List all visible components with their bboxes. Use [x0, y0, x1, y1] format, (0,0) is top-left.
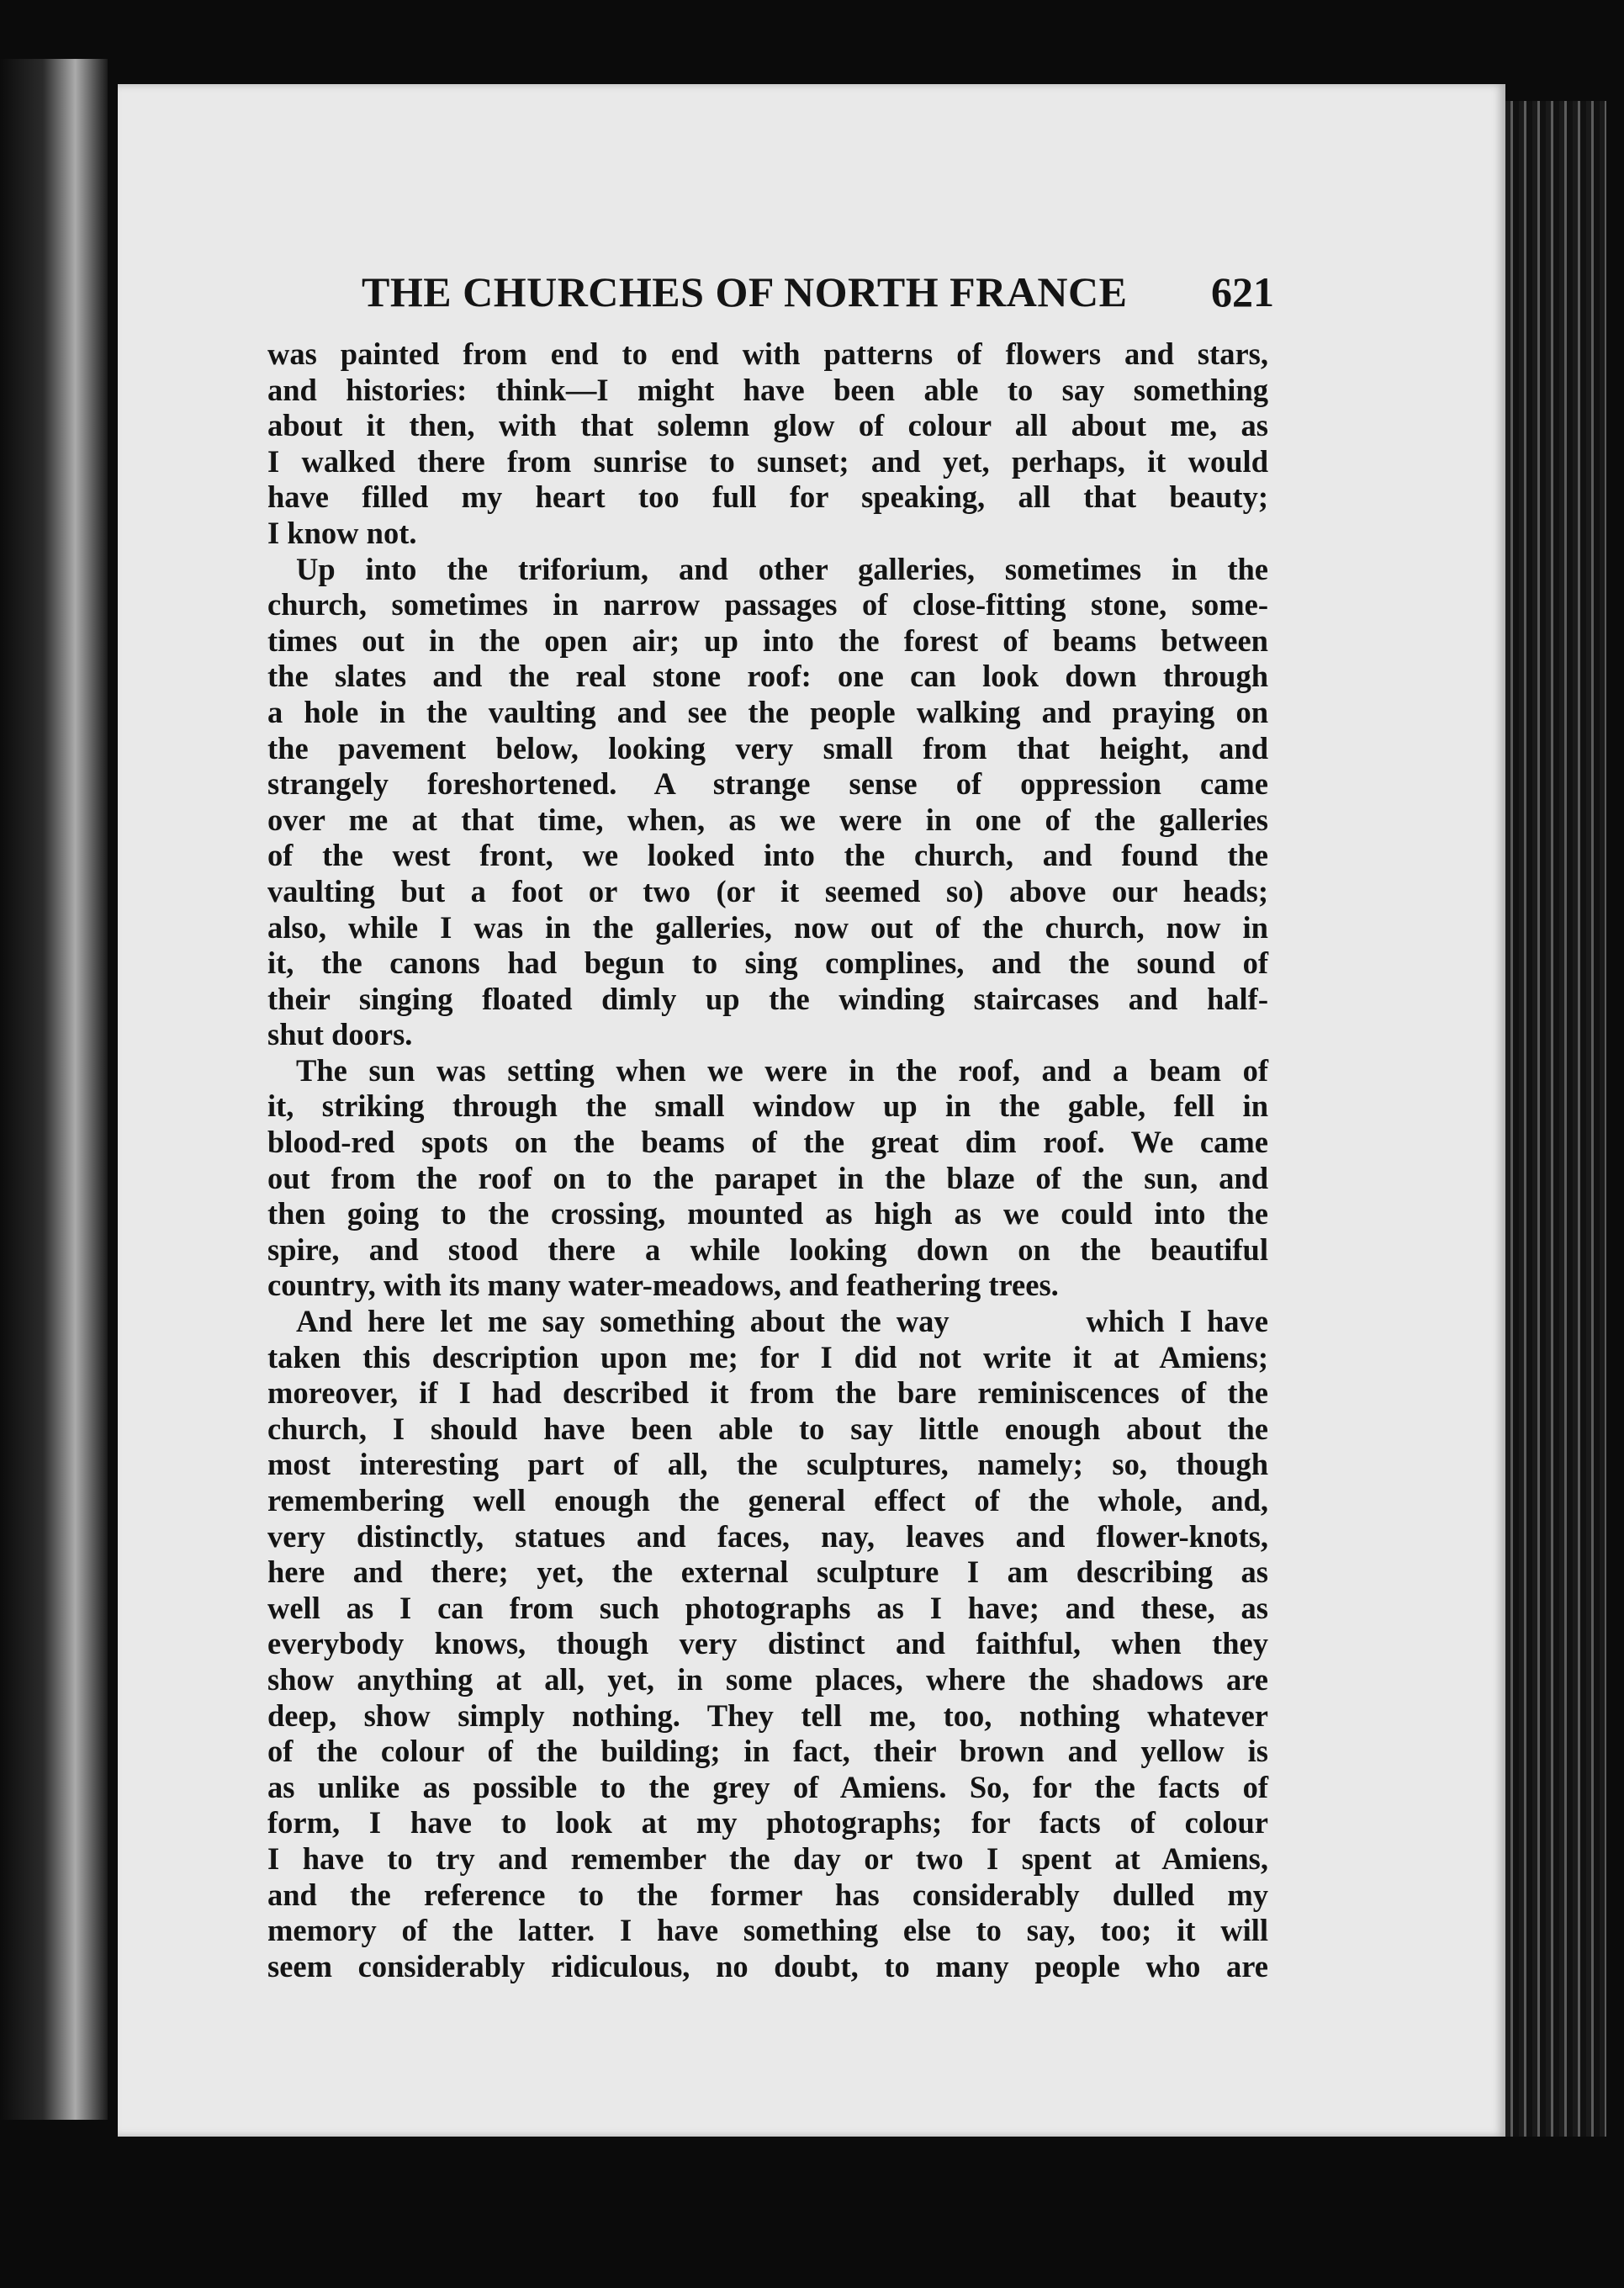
text-line: spire, and stood there a while looking down on the beautiful [267, 1231, 1268, 1267]
text-line: out from the roof on to the parapet in the blaze of the sun, and [267, 1160, 1268, 1195]
body-text [267, 336, 1268, 1984]
text-line: I know not. [267, 515, 417, 550]
text-line: about it then, with that solemn glow of colour all about me, as [267, 408, 1268, 443]
text-line: also, while I was in the galleries, now out of the church, now in [267, 909, 1268, 945]
text-line: and histories: think—I might have been able to say something [267, 372, 1268, 407]
text-line: well as I can from such photographs as I have; and these, as [267, 1590, 1268, 1625]
text-line: moreover, if I had described it from the bare reminiscences of the [267, 1375, 1268, 1411]
text-line: The sun was setting when we were in the roof, and a beam of [296, 1052, 1268, 1088]
text-line: of the west front, we looked into the church, and found the [267, 838, 1268, 873]
text-line: here and there; yet, the external sculpture I am describing as [267, 1554, 1268, 1590]
text-line: a hole in the vaulting and see the people walking and praying on [267, 694, 1268, 729]
text-line: it, striking through the small window up in the gable, fell in [267, 1088, 1268, 1124]
text-line: very distinctly, statues and faces, nay, leaves and flower-knots, [267, 1518, 1268, 1554]
text-line: And here let me say something about the way which I have [296, 1304, 1268, 1339]
text-line: as unlike as possible to the grey of Amiens. So, for the facts of [267, 1769, 1268, 1804]
text-line: I walked there from sunrise to sunset; and yet, perhaps, it would [267, 443, 1268, 479]
text-line: the slates and the real stone roof: one can look down through [267, 659, 1268, 694]
text-line: times out in the open air; up into the forest of beams between [267, 622, 1268, 658]
text-line: strangely foreshortened. A strange sense of oppression came [267, 766, 1268, 802]
text-line: it, the canons had begun to sing complines, and the sound of [267, 945, 1268, 981]
text-line: everybody knows, though very distinct and faithful, when they [267, 1626, 1268, 1661]
text-line: blood-red spots on the beams of the great dim roof. We came [267, 1125, 1268, 1160]
text-line: seem considerably ridiculous, no doubt, to many people who are [267, 1948, 1268, 1983]
page-number: 621 [1211, 268, 1274, 315]
text-line: form, I have to look at my photographs; for facts of colour [267, 1805, 1268, 1840]
text-line: vaulting but a foot or two (or it seemed so) above our heads; [267, 873, 1268, 908]
text-line: remembering well enough the general effect of the whole, and, [267, 1483, 1268, 1517]
text-line: church, sometimes in narrow passages of close-fitting stone, some- [267, 587, 1268, 622]
text-line: have filled my heart too full for speaking, all that beauty; [267, 479, 1268, 515]
text-line: shut doors. [267, 1017, 413, 1052]
text-line: then going to the crossing, mounted as high as we could into the [267, 1196, 1268, 1231]
text-line: Up into the triforium, and other galleries, sometimes in the [296, 551, 1268, 586]
right-page-edges [1505, 101, 1606, 2137]
page-header [362, 267, 1287, 326]
text-line: was painted from end to end with patterns of flowers and stars, [267, 336, 1268, 371]
text-line: deep, show simply nothing. They tell me, too, nothing whatever [267, 1697, 1268, 1733]
running-head: THE CHURCHES OF NORTH FRANCE [362, 268, 1128, 315]
text-line: taken this description upon me; for I did not write it at Amiens; [267, 1339, 1268, 1374]
text-line: of the colour of the building; in fact, their brown and yellow is [267, 1734, 1268, 1769]
text-line: the pavement below, looking very small from that height, and [267, 730, 1268, 765]
text-line: show anything at all, yet, in some places, where the shadows are [267, 1661, 1268, 1697]
text-line: country, with its many water-meadows, and feathering trees. [267, 1268, 1059, 1303]
text-line: church, I should have been able to say little enough about the [267, 1411, 1268, 1446]
text-line: I have to try and remember the day or two I spent at Amiens, [267, 1840, 1268, 1876]
text-line: their singing floated dimly up the winding staircases and half- [267, 981, 1268, 1016]
text-line: and the reference to the former has considerably dulled my [267, 1877, 1268, 1912]
left-page-edge [0, 59, 108, 2120]
text-line: over me at that time, when, as we were in one of the galleries [267, 802, 1268, 837]
text-line: memory of the latter. I have something else to say, too; it will [267, 1913, 1268, 1948]
text-line: most interesting part of all, the sculptures, namely; so, though [267, 1447, 1268, 1482]
